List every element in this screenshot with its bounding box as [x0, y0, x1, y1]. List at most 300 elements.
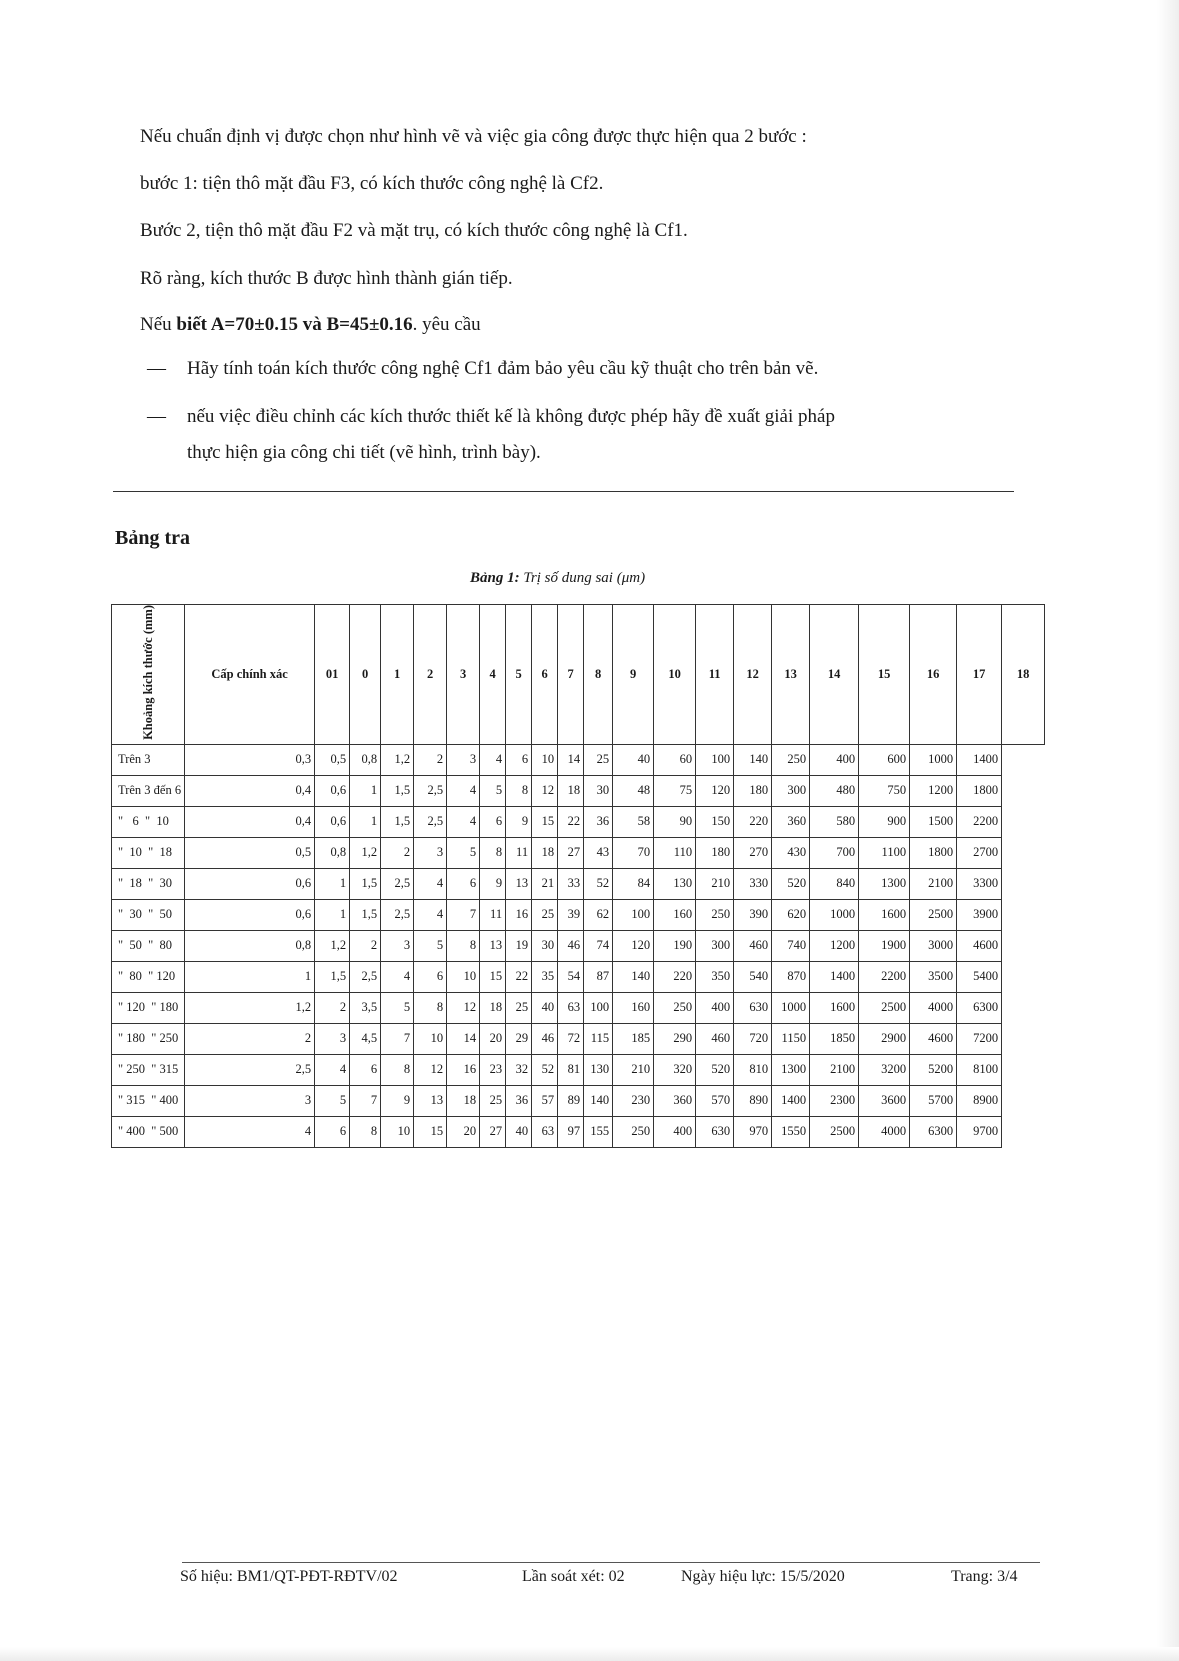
tolerance-value-cell: 6: [414, 961, 447, 992]
grade-header-cell: 2: [414, 605, 447, 745]
tolerance-value-cell: 1600: [859, 899, 910, 930]
tolerance-value-cell: 2,5: [414, 806, 447, 837]
tolerance-value-cell: 2500: [910, 899, 957, 930]
tolerance-value-cell: 230: [613, 1085, 654, 1116]
tolerance-value-cell: 25: [532, 899, 558, 930]
tolerance-value-cell: 210: [696, 868, 734, 899]
tolerance-value-cell: 630: [696, 1116, 734, 1147]
tolerance-value-cell: 1,2: [315, 930, 350, 961]
tolerance-value-cell: 8100: [957, 1054, 1002, 1085]
tolerance-value-cell: 0,8: [350, 744, 381, 775]
size-range-label: " 120 " 180: [112, 992, 185, 1023]
tolerance-value-cell: 870: [772, 961, 810, 992]
tolerance-value-cell: 8: [447, 930, 480, 961]
tolerance-value-cell: 250: [654, 992, 696, 1023]
tolerance-value-cell: 13: [480, 930, 506, 961]
grade-header-cell: 9: [613, 605, 654, 745]
tolerance-value-cell: 520: [696, 1054, 734, 1085]
tolerance-value-cell: 460: [696, 1023, 734, 1054]
tolerance-value-cell: 63: [558, 992, 584, 1023]
tolerance-value-cell: 520: [772, 868, 810, 899]
tolerance-value-cell: 4600: [910, 1023, 957, 1054]
tolerance-value-cell: 300: [772, 775, 810, 806]
grade-header-cell: 6: [532, 605, 558, 745]
tolerance-value-cell: 12: [532, 775, 558, 806]
tolerance-value-cell: 6: [447, 868, 480, 899]
tolerance-value-cell: 8: [350, 1116, 381, 1147]
tolerance-value-cell: 220: [654, 961, 696, 992]
tolerance-table: [111, 604, 1045, 1148]
tolerance-value-cell: 14: [447, 1023, 480, 1054]
tolerance-value-cell: 40: [506, 1116, 532, 1147]
grade-header-row: [112, 605, 1045, 745]
tolerance-value-cell: 22: [506, 961, 532, 992]
tolerance-value-cell: 18: [480, 992, 506, 1023]
tolerance-value-cell: 570: [696, 1085, 734, 1116]
tolerance-value-cell: 1,5: [381, 775, 414, 806]
tolerance-value-cell: 10: [414, 1023, 447, 1054]
scan-bottom-shadow: [0, 1647, 1179, 1661]
tolerance-value-cell: 390: [734, 899, 772, 930]
tolerance-value-cell: 1,5: [350, 868, 381, 899]
tolerance-value-cell: 0,6: [315, 806, 350, 837]
tolerance-value-cell: 400: [654, 1116, 696, 1147]
tolerance-value-cell: 20: [480, 1023, 506, 1054]
tolerance-value-cell: 8900: [957, 1085, 1002, 1116]
tolerance-value-cell: 330: [734, 868, 772, 899]
tolerance-value-cell: 60: [654, 744, 696, 775]
tolerance-value-cell: 43: [584, 837, 613, 868]
tolerance-value-cell: 89: [558, 1085, 584, 1116]
tolerance-value-cell: 350: [696, 961, 734, 992]
tolerance-value-cell: 2700: [957, 837, 1002, 868]
tolerance-value-cell: 115: [584, 1023, 613, 1054]
tolerance-value-cell: 0,3: [185, 744, 315, 775]
tolerance-value-cell: 810: [734, 1054, 772, 1085]
tolerance-value-cell: 2: [414, 744, 447, 775]
tolerance-value-cell: 0,8: [185, 930, 315, 961]
tolerance-value-cell: 250: [696, 899, 734, 930]
tolerance-value-cell: 540: [734, 961, 772, 992]
table-row: [112, 868, 1045, 899]
tolerance-value-cell: 1600: [810, 992, 859, 1023]
tolerance-value-cell: 8: [381, 1054, 414, 1085]
tolerance-value-cell: 3: [381, 930, 414, 961]
tolerance-value-cell: 10: [532, 744, 558, 775]
tolerance-value-cell: 1,5: [315, 961, 350, 992]
known-suffix: . yêu cầu: [412, 314, 481, 335]
table-row: [112, 992, 1045, 1023]
table-caption: [470, 570, 645, 587]
scan-edge-shadow: [1157, 0, 1179, 1661]
tolerance-value-cell: 6: [480, 806, 506, 837]
tolerance-value-cell: 29: [506, 1023, 532, 1054]
grade-header-cell: 5: [506, 605, 532, 745]
tolerance-value-cell: 30: [584, 775, 613, 806]
tolerance-value-cell: 23: [480, 1054, 506, 1085]
tolerance-value-cell: 7: [447, 899, 480, 930]
tolerance-value-cell: 1850: [810, 1023, 859, 1054]
tolerance-value-cell: 1,5: [350, 899, 381, 930]
grade-header-cell: 18: [1002, 605, 1045, 745]
size-range-label: " 315 " 400: [112, 1085, 185, 1116]
tolerance-value-cell: 2: [350, 930, 381, 961]
table-row: [112, 930, 1045, 961]
tolerance-value-cell: 740: [772, 930, 810, 961]
paragraph-3: Bước 2, tiện thô mặt đầu F2 và mặt trụ, có kích thước công nghệ là Cf1.: [140, 220, 688, 241]
tolerance-value-cell: 1200: [910, 775, 957, 806]
tolerance-value-cell: 63: [532, 1116, 558, 1147]
tolerance-value-cell: 15: [532, 806, 558, 837]
tolerance-value-cell: 2200: [859, 961, 910, 992]
tolerance-value-cell: 48: [613, 775, 654, 806]
size-range-label: " 250 " 315: [112, 1054, 185, 1085]
tolerance-value-cell: 5200: [910, 1054, 957, 1085]
tolerance-value-cell: 3: [447, 744, 480, 775]
tolerance-value-cell: 0,4: [185, 775, 315, 806]
tolerance-value-cell: 6: [506, 744, 532, 775]
tolerance-value-cell: 5: [480, 775, 506, 806]
tolerance-value-cell: 10: [381, 1116, 414, 1147]
tolerance-value-cell: 1800: [957, 775, 1002, 806]
tolerance-value-cell: 21: [532, 868, 558, 899]
grade-header-label: Cấp chính xác: [185, 605, 315, 745]
grade-header-cell: 10: [654, 605, 696, 745]
tolerance-value-cell: 140: [613, 961, 654, 992]
tolerance-value-cell: 970: [734, 1116, 772, 1147]
tolerance-value-cell: 0,5: [315, 744, 350, 775]
tolerance-value-cell: 300: [696, 930, 734, 961]
tolerance-value-cell: 2,5: [414, 775, 447, 806]
size-range-label: " 80 " 120: [112, 961, 185, 992]
size-range-label: Trên 3: [112, 744, 185, 775]
tolerance-value-cell: 700: [810, 837, 859, 868]
section-divider: [113, 491, 1014, 492]
tolerance-value-cell: 5: [381, 992, 414, 1023]
tolerance-value-cell: 2,5: [185, 1054, 315, 1085]
tolerance-value-cell: 1: [315, 868, 350, 899]
tolerance-value-cell: 27: [480, 1116, 506, 1147]
tolerance-value-cell: 460: [734, 930, 772, 961]
tolerance-value-cell: 15: [480, 961, 506, 992]
table-row: [112, 1023, 1045, 1054]
tolerance-value-cell: 100: [696, 744, 734, 775]
tolerance-value-cell: 6300: [957, 992, 1002, 1023]
tolerance-value-cell: 90: [654, 806, 696, 837]
grade-header-cell: 1: [381, 605, 414, 745]
tolerance-value-cell: 4: [315, 1054, 350, 1085]
tolerance-value-cell: 290: [654, 1023, 696, 1054]
tolerance-value-cell: 13: [506, 868, 532, 899]
tolerance-value-cell: 100: [613, 899, 654, 930]
tolerance-value-cell: 3: [414, 837, 447, 868]
tolerance-value-cell: 36: [584, 806, 613, 837]
tolerance-value-cell: 97: [558, 1116, 584, 1147]
size-range-label: " 6 " 10: [112, 806, 185, 837]
tolerance-value-cell: 110: [654, 837, 696, 868]
tolerance-value-cell: 3900: [957, 899, 1002, 930]
tolerance-value-cell: 1550: [772, 1116, 810, 1147]
tolerance-value-cell: 1: [350, 775, 381, 806]
footer-effective-date: Ngày hiệu lực: 15/5/2020: [681, 1568, 845, 1585]
tolerance-value-cell: 2100: [810, 1054, 859, 1085]
tolerance-value-cell: 13: [414, 1085, 447, 1116]
tolerance-value-cell: 3300: [957, 868, 1002, 899]
tolerance-value-cell: 16: [506, 899, 532, 930]
tolerance-value-cell: 4600: [957, 930, 1002, 961]
tolerance-value-cell: 0,5: [185, 837, 315, 868]
tolerance-value-cell: 5400: [957, 961, 1002, 992]
grade-header-cell: 0: [350, 605, 381, 745]
tolerance-value-cell: 600: [859, 744, 910, 775]
tolerance-value-cell: 81: [558, 1054, 584, 1085]
tolerance-value-cell: 18: [447, 1085, 480, 1116]
footer-doc-code: Số hiệu: BM1/QT-PĐT-RĐTV/02: [180, 1568, 398, 1585]
grade-header-cell: 13: [772, 605, 810, 745]
tolerance-value-cell: 19: [506, 930, 532, 961]
tolerance-value-cell: 160: [654, 899, 696, 930]
tolerance-value-cell: 840: [810, 868, 859, 899]
tolerance-value-cell: 400: [696, 992, 734, 1023]
tolerance-value-cell: 3200: [859, 1054, 910, 1085]
tolerance-value-cell: 130: [584, 1054, 613, 1085]
table-row: [112, 775, 1045, 806]
table-row: [112, 744, 1045, 775]
tolerance-value-cell: 5: [447, 837, 480, 868]
caption-number: Bảng 1:: [470, 570, 520, 586]
tolerance-value-cell: 4: [447, 775, 480, 806]
tolerance-value-cell: 480: [810, 775, 859, 806]
tolerance-value-cell: 9: [381, 1085, 414, 1116]
tolerance-value-cell: 1,2: [185, 992, 315, 1023]
grade-header-cell: 4: [480, 605, 506, 745]
size-range-label: " 400 " 500: [112, 1116, 185, 1147]
grade-header-cell: 8: [584, 605, 613, 745]
tolerance-value-cell: 0,4: [185, 806, 315, 837]
tolerance-value-cell: 750: [859, 775, 910, 806]
table-row: [112, 806, 1045, 837]
tolerance-value-cell: 25: [584, 744, 613, 775]
tolerance-value-cell: 1300: [859, 868, 910, 899]
tolerance-value-cell: 58: [613, 806, 654, 837]
bullet-item-2: nếu việc điều chỉnh các kích thước thiết kế là không được phép hãy đề xuất giải pháp: [187, 406, 835, 427]
tolerance-value-cell: 3500: [910, 961, 957, 992]
tolerance-value-cell: 120: [613, 930, 654, 961]
tolerance-value-cell: 190: [654, 930, 696, 961]
tolerance-value-cell: 120: [696, 775, 734, 806]
tolerance-value-cell: 4: [414, 899, 447, 930]
tolerance-value-cell: 4: [414, 868, 447, 899]
tolerance-value-cell: 140: [584, 1085, 613, 1116]
tolerance-value-cell: 2: [315, 992, 350, 1023]
tolerance-value-cell: 320: [654, 1054, 696, 1085]
tolerance-value-cell: 3000: [910, 930, 957, 961]
tolerance-value-cell: 1300: [772, 1054, 810, 1085]
tolerance-value-cell: 62: [584, 899, 613, 930]
tolerance-value-cell: 7: [381, 1023, 414, 1054]
tolerance-value-cell: 4,5: [350, 1023, 381, 1054]
tolerance-value-cell: 580: [810, 806, 859, 837]
tolerance-value-cell: 720: [734, 1023, 772, 1054]
caption-title: Trị số dung sai (μm): [519, 570, 646, 586]
tolerance-value-cell: 250: [613, 1116, 654, 1147]
tolerance-value-cell: 0,6: [315, 775, 350, 806]
tolerance-value-cell: 2: [381, 837, 414, 868]
tolerance-value-cell: 180: [734, 775, 772, 806]
known-values-line: [140, 313, 481, 337]
grade-header-cell: 12: [734, 605, 772, 745]
tolerance-value-cell: 155: [584, 1116, 613, 1147]
tolerance-value-cell: 400: [810, 744, 859, 775]
tolerance-value-cell: 360: [772, 806, 810, 837]
tolerance-value-cell: 9700: [957, 1116, 1002, 1147]
tolerance-value-cell: 1000: [810, 899, 859, 930]
tolerance-value-cell: 16: [447, 1054, 480, 1085]
tolerance-value-cell: 10: [447, 961, 480, 992]
tolerance-value-cell: 900: [859, 806, 910, 837]
grade-header-cell: 3: [447, 605, 480, 745]
tolerance-value-cell: 4: [447, 806, 480, 837]
tolerance-value-cell: 54: [558, 961, 584, 992]
tolerance-value-cell: 52: [584, 868, 613, 899]
tolerance-value-cell: 0,6: [185, 899, 315, 930]
tolerance-value-cell: 57: [532, 1085, 558, 1116]
tolerance-value-cell: 5700: [910, 1085, 957, 1116]
tolerance-value-cell: 18: [558, 775, 584, 806]
tolerance-value-cell: 6: [350, 1054, 381, 1085]
tolerance-value-cell: 430: [772, 837, 810, 868]
tolerance-value-cell: 8: [506, 775, 532, 806]
tolerance-value-cell: 0,8: [315, 837, 350, 868]
tolerance-value-cell: 210: [613, 1054, 654, 1085]
tolerance-value-cell: 1100: [859, 837, 910, 868]
size-range-label: " 50 " 80: [112, 930, 185, 961]
tolerance-value-cell: 2,5: [350, 961, 381, 992]
tolerance-value-cell: 1: [350, 806, 381, 837]
tolerance-value-cell: 1: [185, 961, 315, 992]
tolerance-value-cell: 46: [558, 930, 584, 961]
size-range-label: Trên 3 đến 6: [112, 775, 185, 806]
paragraph-1: Nếu chuẩn định vị được chọn như hình vẽ và việc gia công được thực hiện qua 2 bước :: [140, 126, 807, 147]
tolerance-value-cell: 270: [734, 837, 772, 868]
tolerance-value-cell: 39: [558, 899, 584, 930]
tolerance-value-cell: 160: [613, 992, 654, 1023]
tolerance-value-cell: 12: [447, 992, 480, 1023]
tolerance-value-cell: 32: [506, 1054, 532, 1085]
tolerance-value-cell: 2300: [810, 1085, 859, 1116]
tolerance-value-cell: 1500: [910, 806, 957, 837]
size-range-label: " 180 " 250: [112, 1023, 185, 1054]
size-range-label: " 10 " 18: [112, 837, 185, 868]
tolerance-value-cell: 1400: [810, 961, 859, 992]
table-row: [112, 1054, 1045, 1085]
tolerance-value-cell: 4000: [910, 992, 957, 1023]
tolerance-value-cell: 3600: [859, 1085, 910, 1116]
tolerance-value-cell: 5: [414, 930, 447, 961]
tolerance-value-cell: 6300: [910, 1116, 957, 1147]
tolerance-value-cell: 1800: [910, 837, 957, 868]
tolerance-value-cell: 72: [558, 1023, 584, 1054]
tolerance-value-cell: 70: [613, 837, 654, 868]
tolerance-value-cell: 3,5: [350, 992, 381, 1023]
tolerance-value-cell: 18: [532, 837, 558, 868]
size-range-label: " 30 " 50: [112, 899, 185, 930]
paragraph-2: bước 1: tiện thô mặt đầu F3, có kích thước công nghệ là Cf2.: [140, 173, 604, 194]
tolerance-value-cell: 12: [414, 1054, 447, 1085]
tolerance-value-cell: 1000: [910, 744, 957, 775]
table-row: [112, 899, 1045, 930]
tolerance-value-cell: 52: [532, 1054, 558, 1085]
tolerance-value-cell: 2,5: [381, 868, 414, 899]
tolerance-value-cell: 15: [414, 1116, 447, 1147]
tolerance-value-cell: 74: [584, 930, 613, 961]
tolerance-value-cell: 33: [558, 868, 584, 899]
footer-revision: Lần soát xét: 02: [522, 1568, 625, 1585]
tolerance-value-cell: 620: [772, 899, 810, 930]
tolerance-value-cell: 36: [506, 1085, 532, 1116]
tolerance-value-cell: 1200: [810, 930, 859, 961]
tolerance-value-cell: 1,2: [381, 744, 414, 775]
tolerance-value-cell: 27: [558, 837, 584, 868]
tolerance-value-cell: 1,2: [350, 837, 381, 868]
tolerance-value-cell: 1400: [772, 1085, 810, 1116]
tolerance-value-cell: 2500: [810, 1116, 859, 1147]
tolerance-value-cell: 220: [734, 806, 772, 837]
tolerance-value-cell: 100: [584, 992, 613, 1023]
tolerance-value-cell: 75: [654, 775, 696, 806]
known-values: biết A=70±0.15 và B=45±0.16: [176, 314, 413, 335]
tolerance-value-cell: 40: [532, 992, 558, 1023]
tolerance-value-cell: 4: [480, 744, 506, 775]
tolerance-value-cell: 1: [315, 899, 350, 930]
grade-header-cell: 15: [859, 605, 910, 745]
tolerance-value-cell: 2100: [910, 868, 957, 899]
grade-header-cell: 7: [558, 605, 584, 745]
size-range-axis-cell: [112, 605, 185, 745]
table-row: [112, 961, 1045, 992]
table-row: [112, 837, 1045, 868]
grade-header-cell: 17: [957, 605, 1002, 745]
tolerance-value-cell: 130: [654, 868, 696, 899]
tolerance-value-cell: 84: [613, 868, 654, 899]
bullet-dash-1: —: [147, 358, 166, 379]
tolerance-value-cell: 2: [185, 1023, 315, 1054]
tolerance-value-cell: 14: [558, 744, 584, 775]
tolerance-value-cell: 20: [447, 1116, 480, 1147]
tolerance-value-cell: 140: [734, 744, 772, 775]
tolerance-value-cell: 2900: [859, 1023, 910, 1054]
tolerance-value-cell: 4: [381, 961, 414, 992]
tolerance-value-cell: 185: [613, 1023, 654, 1054]
section-heading: Bảng tra: [115, 527, 190, 549]
paragraph-4: Rõ ràng, kích thước B được hình thành gián tiếp.: [140, 268, 513, 289]
tolerance-value-cell: 890: [734, 1085, 772, 1116]
tolerance-value-cell: 8: [414, 992, 447, 1023]
bullet-item-1: Hãy tính toán kích thước công nghệ Cf1 đảm bảo yêu cầu kỹ thuật cho trên bản vẽ.: [187, 358, 819, 379]
grade-header-cell: 11: [696, 605, 734, 745]
tolerance-value-cell: 630: [734, 992, 772, 1023]
known-prefix: Nếu: [140, 314, 177, 335]
tolerance-value-cell: 6: [315, 1116, 350, 1147]
tolerance-value-cell: 46: [532, 1023, 558, 1054]
tolerance-value-cell: 2,5: [381, 899, 414, 930]
tolerance-value-cell: 30: [532, 930, 558, 961]
tolerance-value-cell: 25: [480, 1085, 506, 1116]
table-row: [112, 1116, 1045, 1147]
tolerance-value-cell: 3: [315, 1023, 350, 1054]
tolerance-value-cell: 1150: [772, 1023, 810, 1054]
tolerance-value-cell: 250: [772, 744, 810, 775]
